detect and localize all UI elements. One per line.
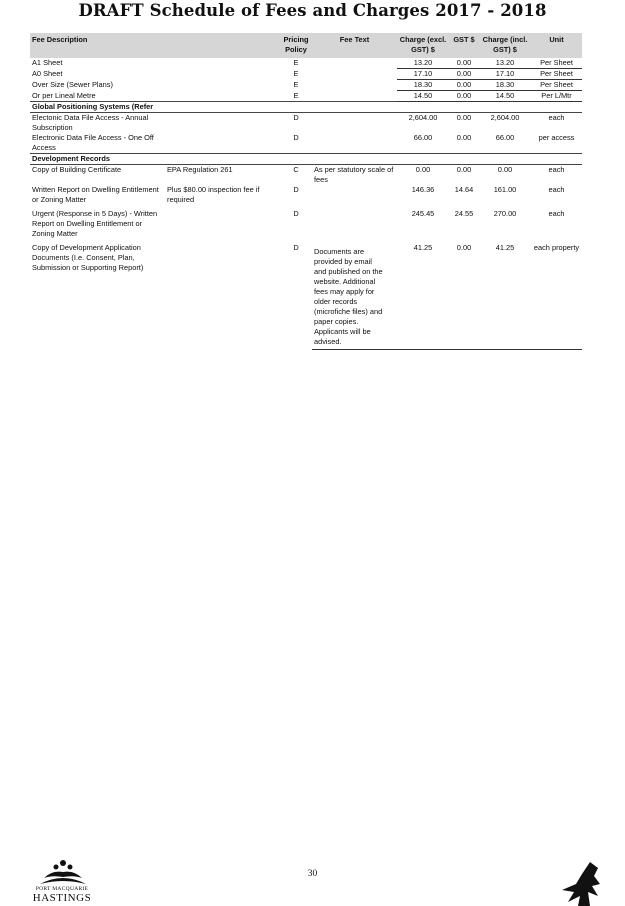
row-policy: D — [293, 209, 299, 218]
row-unit: each — [548, 209, 565, 218]
row-gst: 0.00 — [449, 91, 479, 102]
col-fee-text: Fee Text — [312, 33, 397, 58]
row-policy: D — [293, 185, 299, 194]
row-policy: E — [293, 68, 299, 78]
row-unit: per access — [538, 133, 575, 142]
row-excl: 245.45 — [411, 209, 435, 218]
row-note — [165, 113, 280, 134]
table-row — [30, 113, 582, 134]
row-incl: 161.00 — [493, 185, 517, 194]
col-charge-excl: Charge (excl. GST) $ — [397, 33, 449, 58]
row-desc: Electronic Data File Access - One Off Access — [32, 133, 154, 152]
row-policy: C — [293, 165, 299, 174]
row-policy: D — [293, 243, 299, 252]
row-unit: Per Sheet — [531, 58, 582, 69]
row-text — [312, 80, 397, 91]
row-policy: E — [293, 90, 299, 100]
row-desc: A1 Sheet — [32, 58, 63, 67]
row-gst: 0.00 — [449, 69, 479, 80]
section-header — [30, 102, 582, 113]
row-policy: E — [293, 58, 299, 67]
fees-table — [30, 33, 582, 350]
row-unit: each — [548, 113, 565, 122]
row-text — [312, 133, 397, 154]
row-note — [165, 91, 280, 102]
row-excl: 18.30 — [397, 80, 449, 91]
row-excl: 17.10 — [397, 69, 449, 80]
council-logo-icon — [30, 858, 94, 886]
row-unit: Per L/Mtr — [531, 91, 582, 102]
table-row — [30, 80, 582, 91]
section-dev-title: Development Records — [30, 154, 582, 165]
row-incl: 66.00 — [495, 133, 515, 142]
logo-line1: PORT MACQUARIE — [35, 886, 89, 892]
col-gst: GST $ — [449, 33, 479, 58]
row-unit: each — [548, 165, 565, 174]
row-gst: 0.00 — [456, 133, 472, 142]
table-row — [30, 58, 582, 69]
row-policy: E — [293, 79, 299, 89]
row-excl: 41.25 — [397, 243, 449, 350]
row-text — [312, 113, 397, 134]
corner-decoration-icon — [560, 862, 600, 906]
row-desc: A0 Sheet — [32, 68, 63, 78]
row-desc: Urgent (Response in 5 Days) - Written Report on Dwelling Entitlement or Zoning Matter — [32, 209, 158, 238]
row-text — [312, 185, 397, 209]
page-title: DRAFT Schedule of Fees and Charges 2017 - 2018 — [78, 1, 547, 20]
row-note — [165, 133, 280, 154]
council-logo — [30, 858, 100, 904]
row-gst: 0.00 — [456, 165, 472, 174]
row-text — [312, 58, 397, 69]
row-unit: each — [548, 185, 565, 194]
row-note — [165, 209, 280, 243]
row-note: EPA Regulation 261 — [167, 165, 233, 174]
col-note — [165, 33, 280, 58]
row-gst: 0.00 — [456, 113, 472, 122]
row-excl: 13.20 — [397, 58, 449, 69]
row-text: As per statutory scale of fees — [314, 165, 394, 184]
row-gst: 0.00 — [449, 80, 479, 91]
row-incl: 41.25 — [479, 243, 531, 350]
section-gps-title: Global Positioning Systems (Refer — [30, 102, 582, 113]
row-incl: 0.00 — [497, 165, 513, 174]
row-text: Documents are provided by email and published on the website. Additional fees may apply for older records (microfiche files) and paper copies. Applicants will be advised. — [312, 243, 397, 350]
row-policy: D — [293, 113, 299, 122]
row-gst: 24.55 — [454, 209, 474, 218]
row-excl: 0.00 — [415, 165, 431, 174]
row-desc: Copy of Building Certificate — [32, 165, 122, 174]
row-unit: Per Sheet — [531, 80, 582, 91]
table-row — [30, 91, 582, 102]
table-row — [30, 165, 582, 186]
row-desc: Or per Lineal Metre — [32, 90, 96, 100]
row-incl: 18.30 — [479, 80, 531, 91]
row-incl: 14.50 — [479, 91, 531, 102]
row-desc: Written Report on Dwelling Entitlement or Zoning Matter — [32, 185, 159, 204]
col-unit: Unit — [531, 33, 582, 58]
row-excl: 66.00 — [413, 133, 433, 142]
row-note: Plus $80.00 inspection fee if required — [167, 185, 260, 204]
row-gst: 14.64 — [454, 185, 474, 194]
logo-line2: HASTINGS — [32, 892, 92, 904]
row-text — [312, 209, 397, 243]
table-row — [30, 243, 582, 350]
row-incl: 17.10 — [479, 69, 531, 80]
row-note — [165, 58, 280, 69]
row-policy: D — [293, 133, 299, 142]
col-pricing-policy: Pricing Policy — [280, 33, 312, 58]
row-note — [165, 80, 280, 91]
table-row — [30, 69, 582, 80]
row-gst: 0.00 — [449, 243, 479, 350]
section-header — [30, 154, 582, 165]
row-gst: 0.00 — [449, 58, 479, 69]
row-text — [312, 69, 397, 80]
table-row — [30, 185, 582, 209]
row-excl: 14.50 — [397, 91, 449, 102]
row-excl: 146.36 — [411, 185, 435, 194]
row-unit: each property — [531, 243, 582, 350]
row-desc: Electonic Data File Access - Annual Subscription — [32, 113, 149, 132]
col-fee-description: Fee Description — [30, 33, 165, 58]
row-note — [165, 69, 280, 80]
row-incl: 13.20 — [479, 58, 531, 69]
row-unit: Per Sheet — [531, 69, 582, 80]
col-charge-incl: Charge (incl. GST) $ — [479, 33, 531, 58]
row-desc: Over Size (Sewer Plans) — [32, 79, 113, 89]
row-text — [312, 91, 397, 102]
row-excl: 2,604.00 — [408, 113, 438, 122]
table-row — [30, 133, 582, 154]
page-number: 30 — [307, 869, 318, 879]
row-note — [165, 243, 280, 350]
table-row — [30, 209, 582, 243]
row-incl: 270.00 — [493, 209, 517, 218]
row-desc: Copy of Development Application Documents (I.e. Consent, Plan, Submission or Supporting Report) — [32, 243, 144, 272]
table-header-row — [30, 33, 582, 58]
row-incl: 2,604.00 — [490, 113, 520, 122]
